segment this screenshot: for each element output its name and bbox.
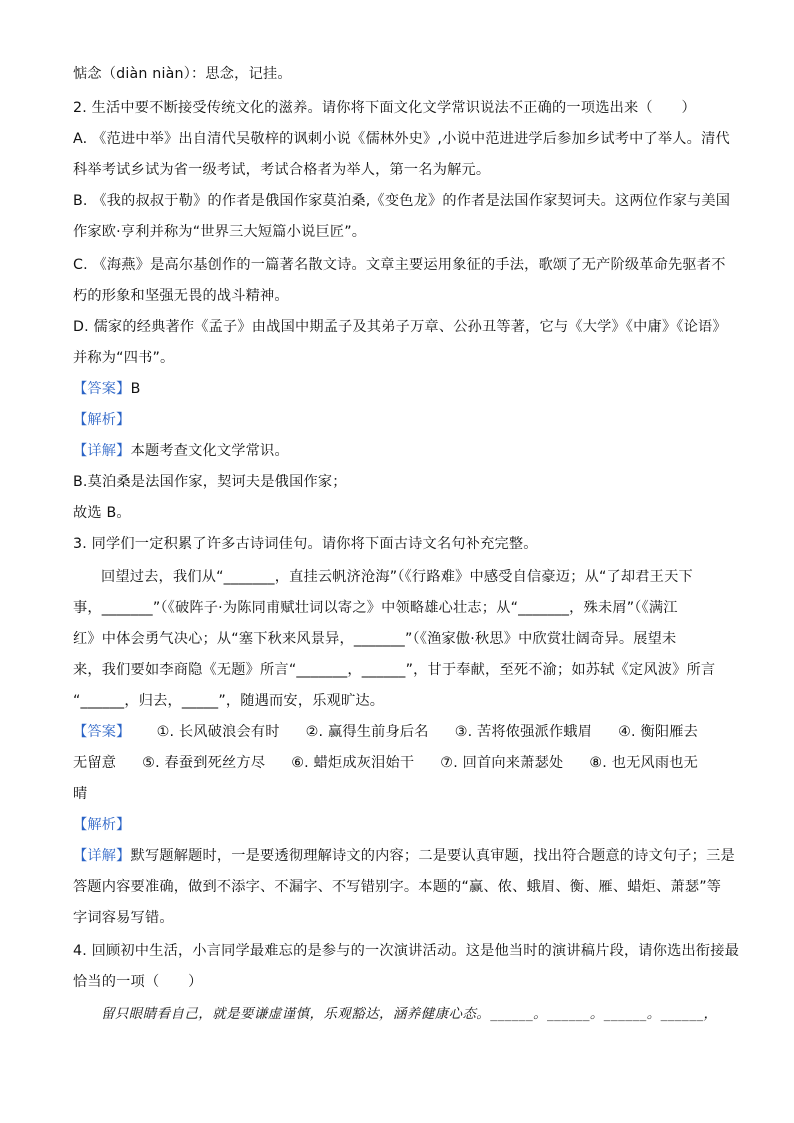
analysis-tag: 【解析】 xyxy=(73,412,131,428)
passage-line: 回望过去，我们从“_______，直挂云帆济沧海”（《行路难》中感受自信豪迈；从“了却君王天下 xyxy=(101,569,693,585)
text-line: 答题内容要准确，做到不添字、不漏字、不写错别字。本题的“赢、侬、蛾眉、衡、雁、蜡炬、萧瑟”等 xyxy=(73,879,722,895)
text-line: 故选 B。 xyxy=(73,505,131,521)
analysis-block xyxy=(73,815,131,835)
detail-tag: 【详解】 xyxy=(73,443,131,459)
detail-block xyxy=(73,846,735,866)
answer-tag: 【答案】 xyxy=(73,724,131,740)
text-line: 字词容易写错。 xyxy=(73,910,174,926)
answer-item: ⑥. 蜡炬成灰泪始干 xyxy=(291,755,415,771)
text-line: 科举考试乡试为省一级考试，考试合格者为举人，第一名为解元。 xyxy=(73,162,491,178)
question-2: 2. 生活中要不断接受传统文化的滋养。请你将下面文化文学常识说法不正确的一项选出来（ ） xyxy=(73,100,696,116)
option-b: B. 《我的叔叔于勒》的作者是俄国作家莫泊桑,《变色龙》的作者是法国作家契诃夫。这两位作家与美国 xyxy=(73,193,731,209)
passage-line: 事，_______”（《破阵子·为陈同甫赋壮词以寄之》中领略雄心壮志；从“_______，殊未屑”（《满江 xyxy=(73,600,678,616)
detail-text: 本题考查文化文学常识。 xyxy=(130,443,289,459)
speech-excerpt: 留只眼睛看自己，就是要谦虚谨慎，乐观豁达，涵养健康心态。______。______。______。______， xyxy=(101,1006,718,1022)
text-line: 并称为“四书”。 xyxy=(73,350,175,366)
passage-line: 红》中体会勇气决心；从“塞下秋来风景异，_______”（《渔家傲·秋思》中欣赏壮阔奇异。展望未 xyxy=(73,631,677,647)
detail-tag: 【详解】 xyxy=(73,848,131,864)
question-4: 4. 回顾初中生活，小言同学最难忘的是参与的一次演讲活动。这是他当时的演讲稿片段，请你选出衔接最 xyxy=(73,943,740,959)
answer-item: ⑦. 回首向来萧瑟处 xyxy=(440,755,564,771)
analysis-block xyxy=(73,410,131,430)
detail-block xyxy=(73,441,289,461)
text-line: 作家欧·亨利并称为“世界三大短篇小说巨匠”。 xyxy=(73,224,367,240)
option-c: C. 《海燕》是高尔基创作的一篇著名散文诗。文章主要运用象征的手法，歌颂了无产阶级革命先驱者不 xyxy=(73,257,726,273)
answer-item: ⑤. 春蚕到死丝方尽 xyxy=(142,755,266,771)
text-line: 恰当的一项（ ） xyxy=(73,974,203,990)
answer-item: 晴 xyxy=(73,786,88,802)
answer-value: B xyxy=(130,381,141,397)
answer-item: ②. 赢得生前身后名 xyxy=(305,724,429,740)
detail-text: 默写题解题时，一是要透彻理解诗文的内容；二是要认真审题，找出符合题意的诗文句子；三是 xyxy=(130,848,735,864)
text-line: 惦念（diàn niàn）：思念，记挂。 xyxy=(73,66,292,82)
answer-block xyxy=(73,753,698,773)
answer-block xyxy=(73,722,698,742)
question-3: 3. 同学们一定积累了许多古诗词佳句。请你将下面古诗文名句补充完整。 xyxy=(73,536,538,552)
answer-item: ④. 衡阳雁去 xyxy=(618,724,699,740)
option-d: D. 儒家的经典著作《孟子》由战国中期孟子及其弟子万章、公孙丑等著，它与《大学》《中庸》《论语》 xyxy=(73,319,727,335)
answer-tag: 【答案】 xyxy=(73,381,131,397)
text-line: B.莫泊桑是法国作家，契诃夫是俄国作家； xyxy=(73,474,347,490)
text-line: 朽的形象和坚强无畏的战斗精神。 xyxy=(73,288,289,304)
passage-line: 来，我们要如李商隐《无题》所言“_______，______”，甘于奉献，至死不渝；如苏轼《定风波》所言 xyxy=(73,662,716,678)
answer-block xyxy=(73,379,141,399)
analysis-tag: 【解析】 xyxy=(73,817,131,833)
passage-line: “______，归去，_____”，随遇而安，乐观旷达。 xyxy=(73,693,385,709)
answer-item: ⑧. 也无风雨也无 xyxy=(589,755,699,771)
option-a: A. 《范进中举》出自清代吴敬梓的讽刺小说《儒林外史》,小说中范进进学后参加乡试考中了举人。清代 xyxy=(73,131,730,147)
answer-item: ①. 长风破浪会有时 xyxy=(156,724,280,740)
answer-item: 无留意 xyxy=(73,755,117,771)
answer-item: ③. 苦将侬强派作蛾眉 xyxy=(454,724,593,740)
